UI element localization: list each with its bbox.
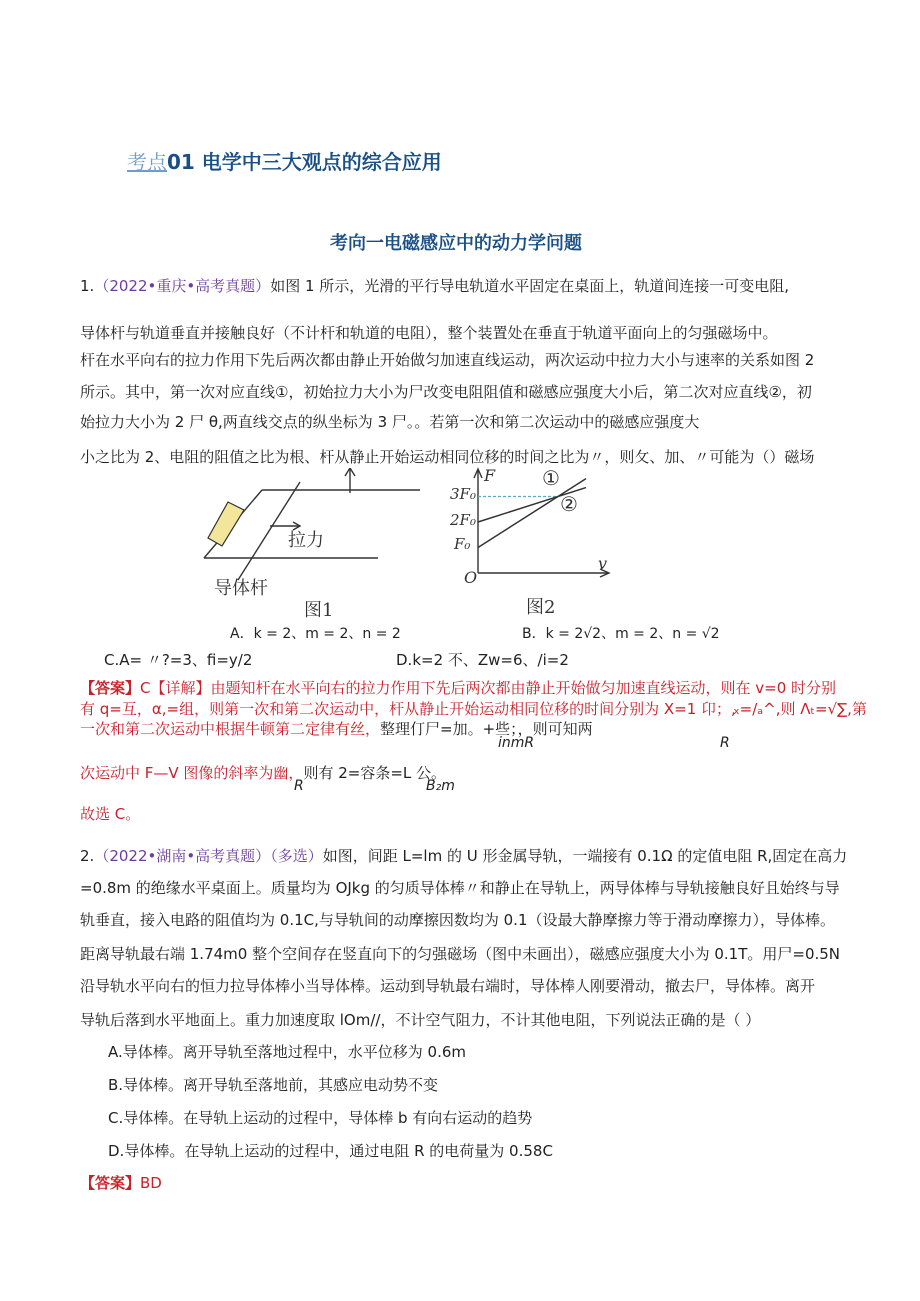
q2-line-1 [80,846,847,866]
subsection-title: 考向一电磁感应中的动力学问题 [330,233,582,254]
q2-option-a: A.导体棒。离开导轨至落地过程中，水平位移为 0.6m [108,1043,467,1061]
section-title [127,146,442,175]
q1-fraction-denominator-1: inmR [498,735,535,751]
q1-line-5: 始拉力大小为 2 尸 θ,两直线交点的纵坐标为 3 尸。。若第一次和第二次运动中的磁感应强度大 [80,413,700,431]
q2-number: 2. [80,847,95,865]
q2-multi-select: （多选） [270,847,323,865]
q1-answer-line-1 [80,678,836,698]
q2-option-b: B.导体棒。离开导轨至落地前，其感应电动势不变 [108,1076,439,1094]
q2-line-6: 导轨后落到水平地面上。重力加速度取 lOm//，不计空气阻力，不计其他电阻，下列说法正确的是（ ） [80,1011,761,1029]
q2-text-1: 如图，间距 L=lm 的 U 形金属导轨，一端接有 0.1Ω 的定值电阻 R,固定在高力 [322,847,848,865]
q2-line-4: 距离导轨最右端 1.74m0 整个空间存在竖直向下的匀强磁场（图中未画出），磁感应强度大小为 0.1T。用尸=0.5N [80,945,841,963]
q1-option-c: C.A= 〃?=3、fi=y/2 [104,651,253,669]
q2-option-c: C.导体棒。在导轨上运动的过程中，导体棒 b 有向右运动的趋势 [108,1109,533,1127]
y-axis-label: F [484,466,496,485]
figure-2-chart [446,465,626,630]
origin-label: O [464,568,478,587]
q2-answer-tag: 【答案】 [80,1174,141,1192]
q1-text-1: 如图 1 所示，光滑的平行导电轨道水平固定在桌面上，轨道间连接一可变电阻, [270,277,790,295]
q1-line-6: 小之比为 2、电阻的阻值之比为根、杆从静止开始运动相同位移的时间之比为〃，则攵、加、〃可能为（）磁场 [80,448,815,466]
q2-answer-value: BD [140,1174,162,1192]
q1-answer-text-4b: 则有 2=容条=L 公。 [303,764,447,782]
section-prefix: 考点 [127,150,167,174]
rod-label: 导体杆 [214,578,268,599]
q1-answer-line-2b: ₓ=/ₐ^,则 Λₜ=√∑,第 [733,700,867,718]
line-2-label: ② [560,492,578,516]
q1-option-b: B．k = 2√2、m = 2、n = √2 [522,626,720,642]
q1-answer-text-4a: 次运动中 F—V 图像的斜率为幽， [80,764,304,782]
q1-fraction-denominator-3: R [294,778,304,794]
q1-answer-text-3a: 一次和第二次运动中根据牛顿第二定律有丝， [80,720,381,738]
q2-line-5: 沿导轨水平向右的恒力拉导体棒小当导体棒。运动到导轨最右端时，导体棒人刚要滑动，撤去尸，导体棒。离开 [80,977,816,995]
tick-F0: F₀ [454,535,471,553]
figure-1 [200,468,430,628]
q1-answer-text-1: C【详解】由题知杆在水平向右的拉力作用下先后两次都由静止开始做匀加速直线运动，则在 v=0 时分别 [140,679,837,697]
q1-line-2: 导体杆与轨道垂直并接触良好（不计杆和轨道的电阻），整个装置处在垂直于轨道平面向上的匀强磁场中。 [80,324,778,342]
q1-fraction-denominator-4: B₂m [426,778,455,794]
q1-option-d: D.k=2 不、Zw=6、/i=2 [396,651,569,669]
q2-line-2: =0.8m 的绝缘水平桌面上。质量均为 OJkg 的匀质导体棒〃和静止在导轨上，两导体棒与导轨接触良好且始终与导 [80,879,840,897]
figure-2-caption: 图2 [526,597,556,618]
q1-line-1 [80,276,789,296]
resistor [208,502,244,546]
q1-conclusion: 故选 C。 [80,805,141,823]
q1-line-3: 杆在水平向右的拉力作用下先后两次都由静止开始做匀加速直线运动，两次运动中拉力大小与速率的关系如图 2 [80,351,815,369]
q2-source: （2022•湖南•高考真题） [94,847,271,865]
q1-answer-line-2a: 有 q=互，α,=组，则第一次和第二次运动中，杆从静止开始运动相同位移的时间分别为 X=1 卬；, [80,700,736,718]
section-title-text: 01 电学中三大观点的综合应用 [167,150,442,174]
tick-2F0: 2F₀ [450,511,476,529]
q1-source: （2022•重庆•高考真题） [94,277,271,295]
q1-option-a: A．k = 2、m = 2、n = 2 [230,626,401,642]
x-axis-label: v [598,554,608,573]
q1-fraction-denominator-2: R [720,735,730,751]
q1-answer-line-4 [80,763,446,783]
line-1-label: ① [542,466,560,490]
q1-line-4: 所示。其中，第一次对应直线①，初始拉力大小为尸改变电阻阻值和磁感应强度大小后，第二次对应直线②，初 [80,383,812,401]
q1-answer-tag: 【答案】 [80,679,141,697]
force-label: 拉力 [288,530,324,551]
q1-number: 1. [80,277,95,295]
tick-3F0: 3F₀ [450,485,476,503]
q2-option-d: D.导体棒。在导轨上运动的过程中，通过电阻 R 的电荷量为 0.58C [108,1142,553,1160]
q1-answer-text-3b: 整理仃尸=加。+些；，则可知两 [380,720,593,738]
q2-answer [80,1173,162,1193]
q2-line-3: 轨垂直，接入电路的阻值均为 0.1C,与导轨间的动摩擦因数均为 0.1（设最大静摩擦力等于滑动摩擦力），导体棒。 [80,911,835,929]
figure-1-caption: 图1 [304,600,334,621]
